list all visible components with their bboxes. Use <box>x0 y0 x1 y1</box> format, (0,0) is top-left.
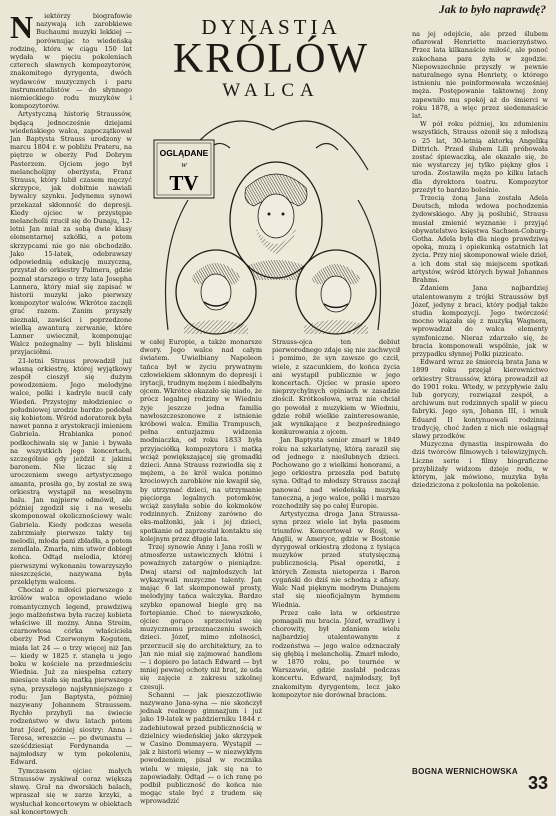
paragraph: Edward wraz ze śmiercią brata Jana w 1899 roku przejął kierownictwo orkiestry Straussów, którą prowadził aż do 1901 roku. Wtedy, w przypływie żalu lub goryczy, rozwiązał zespół, a archiwum nut rodzinnych spalił w piecu fabryki. Jego syn, Johann III, i wnuk Eduard II kontynuowali rodzinną tradycję, choć żaden z nich nie osiągnął sławy przodków. <box>412 358 548 440</box>
portrait-left <box>176 250 256 334</box>
article-column-4 <box>412 30 548 765</box>
paragraph: Trzej synowie Anny i Jana rośli w atmosferze ustawicznych kłótni i poważnych zatargów o pieniądze. Dwaj starsi od najmłodszych lat wykazywali muzyczne talenty. Jan mając 6 lat skomponował prosty, melodyjny tańca walczyka. Bardzo szybko opanował biegle grę na fortepianie. Choć to niewyszkoło, ojciec gorąco sprzeciwiał się muzycznemu przeznaczeniu swoich dzieci. Józef, mimo zdolności, przerzucił się do architektury, za to Jan nie miał się zajmować handlem — i dopiero po latach Edward — był mniej pewnej ochoty niż brat, że uda się zajęcie z zakresu szkolnej czesuji. <box>140 543 262 691</box>
headline-line-3: WALCA <box>222 80 320 101</box>
paragraph: Strauss-ojca ten debiut pierworodnego zdaje się nie zachwycił i pomimo, że syn zawsze go czcił, wiele, z szacunkiem, do końca życia ani wystąpił publicznie w jego koncertach. Ojciec w prasie sporo nieprzychylnych opiniach w zasadzie złościł. Krótkosłowa, wraz nie chciał go powołał z muzykiem w Wiedniu, gdzie robił wielkie zainteresowanie, jak wynikające z bezpośredniego konkurowania z ojcem. <box>272 338 400 437</box>
article-column-1 <box>10 9 132 816</box>
paragraph: Muzyczna dynastia inspirowała do dziś twórców filmowych i telewizyjnych. Liczne serie i filmy biograficzne przybliżały widzom dzieje rodu, w którym, jak mówiono, muzyka była dziedziczona z pokolenia na pokolenie. <box>412 440 548 490</box>
strauss-portraits-illustration <box>148 110 398 335</box>
paragraph: Tymczasem ojciec małych Straussów zyskiwał coraz większą sławę. Grał na dworskich balach, wpraszał się w zarze krzyki, a wysłuchał koncertowym w obiektach sal koncertowych <box>10 766 132 816</box>
tv-banner <box>154 140 214 198</box>
paragraph: Artystyczną historię Straussów, będącą jednocześnie dziejami wiedeńskiego walca, zapoczątkował Jan Baptysta Strauss urodzony w marcu 1804 r. w pobliżu Prateru, na piętrze w oberży Pod Dobrym Pasterzem. Ojciem jego był melancholijny oberżysta, Franz Strauss, który lubił czasem męczyć skrzypce, jak dobitnie nawiali bywalcy szynku. Jedynemu synowi przekazał skłonność do depresji. Kiedy ojciec w przystępie melancholii rzucił się do Dunaju, 12-letni Jan miał za sobą dwie klasy elementarnej szkółki, a potem skrzypcami nie go nie obchodziło. Jako 15-latek, odebrawszy odpowiednią edukację muzyczną, przystał do orkiestry Palmera, gdzie poznał starszego o trzy lata Josepha Lannera, który miał się zapisać w historii muzyki jako pierwszy kompozytor walców. Wkrótce zaczęli grać razem. Zanim przyszły nieznaki, zawiści i poprzedzone wielką awanturą zerwanie, które Lanner uwiecznił, komponując Walcz pożegnalny — byli bliskimi przyjaciółmi. <box>10 110 132 357</box>
drop-cap: N <box>10 9 34 45</box>
paragraph: 21-letni Strauss prowadził już własną orkiestrę, której wyjątkowy zespół cieszył się dużym powodzeniem. Jego melodyjne walce, polki i kadryle nucił cały Wiedeń. Przystojny młodzieniec o południowej urodzie bardzo podobał się kobietom. Wśród adoratorek była nawet panna z arystokracji imieniem Gabriela. Hrabianka ponoć podkochiwała się w Janie i bywała na wszystkich jego koncertach, szczególnie gdy jeździł z jakimi baronem. Nie liczac się z uroczeniem swego artystycznego amanta, prosiła go, by został ze swą orkiestrą wystąpił na weselnym balu. Jan najpierw odmówił, ale później zgodził się i na weselu skomponował okolicznościowy walc Gabriela. Kiedy podczas wesela zabrzmiały pierwsze takty tej melodii, młoda pani zbladła, a potem zemdlała. Zmarła, nim utwór dobiegł końca. Odtąd melodia, której pierwszymi wykonaniu towarzyszyło nieszczęście, nazywana była przeklętym walcem. <box>10 356 132 587</box>
paragraph: Przez całe lata w orkiestrze pomagali mu bracia. Józef, wrażliwy i chorowity, był zdaniem wielu najbardziej utalentowanym z rodzeństwa — jego walce odznaczały się głębią i melancholią. Zmarł młodo, w 1870 roku, po tournée w Warszawie, gdzie zasłabł podczas koncertu. Edward, najmłodszy, był znakomitym dyrygentem, lecz jako kompozytor nie dorównał braciom. <box>272 608 400 699</box>
paragraph: Zdaniem Jana najbardziej utalentowanym z trójki Straussów był Józef, jedyny z braci, który podjął także studia kompozycji. Jego twórczość mocno wiązała się z muzyką Wagnera, wprowadzał do walca elementy symfoniczne. Nieraz zdarzało się, że bracia komponowali wspólnie, jak w przypadku słynnej Polki pizzicato. <box>412 284 548 358</box>
headline <box>140 16 402 102</box>
paragraph: Artystyczna droga Jana Straussa-syna przez wiele lat była pasmem triumfów. Koncertował w Rosji, w Anglii, w Ameryce, gdzie w Bostonie dyrygował orkiestrą złożoną z tysiąca muzyków przed stutysięczną publicznością. Pisał operetki, z których Zemsta nietoperza i Baron cygański do dziś nie schodzą z afiszy. Walc Nad pięknym modrym Dunajem stał się nieoficjalnym hymnem Wiednia. <box>272 510 400 609</box>
paragraph: Schanni — jak pieszczotliwie nazywano Jana-syna — nie skończył jednak realnego gimnazjum i już jako 19-latek w październiku 1844 r. zadebiutował przed publicznością w dzielnicy wiedeńskiej jako skrzypek w Casino Dommayera. Wystąpił — jak z historii wiemy — w niezwykłym powodzeniem, pisał w rocznika wielu w mięsie, jak się na to zapowiadały. Odtąd — o ich ranę po podbił publiczność do końca nie mogąc stale być z trudem się wprowadzić <box>140 690 262 806</box>
headline-line-2: KRÓLÓW <box>172 36 370 82</box>
paragraph: Trzecią żoną Jana została Adela Deutsch, młoda wdowa pochodzenia żydowskiego. Aby ją poślubić, Strauss musiał zmienić wyznanie i przyjąć obywatelstwo księstwa Sachsen-Coburg-Gotha. Adela była dla niego prawdziwą opoką, muzą i opiekunką ostatnich lat życia. Przy niej skomponował wiele dzieł, a ich dom stał się miejscem spotkań artystów, wśród których bywał Johannes Brahms. <box>412 194 548 285</box>
portrait-right <box>296 250 376 334</box>
article-column-2 <box>140 338 262 806</box>
section-kicker: Jak to było naprawdę? <box>438 4 546 16</box>
paragraph: na jej odejście, ale przed ślubem ofiarował Henriette macierzyństwo. Przez lata kilkanaście miłość, ale ponoć zakochana para żyła w zgodzie. Niepowszechnie przyszły w pewnie naturalnego syna Henriety, o którego istnieniu nie poinformowała wcześniej męża. Postępowanie taktownej żony zapewniło mu spokój aż do śmierci w roku 1878, a więc przez siedemnaście lat. <box>412 30 548 121</box>
paragraph: W pół roku później, ku zdumieniu wszystkich, Strauss ożenił się z młodszą o 25 lat, 30-letnią aktorką Angeliką Dittrich. Przed ślubem Lili próbowała zostać śpiewaczką, ale okazało się, że nie wystarczy jej tylko piękny głos i uroda. Zostawiła męża po kilku latach dla dyrektora teatru. Kompozytor przeżył to bardzo boleśnie. <box>412 120 548 194</box>
page-number: 33 <box>527 773 548 793</box>
paragraph: iektórzy biografowie nazywają ich zarobkiewe Buchaumi muzyki lekkiej — porównując to wiedeńską rodzinę, która w ciągu 150 lat wydała w pięciu pokoleniach czterech sławnych kompozytorów, znakomitego dyrygenta, dwóch wydawców muzycznych i paru instrumentalistów — do słynnego niemieckiego rodu muzyków i kompozytorów. <box>10 12 132 111</box>
paragraph: w całej Europie, a także monarsze dwory. Jego walce nad całym światem. Uwielbiany Napoleon tańca był w życiu prywatnym człowiekiem skłonnym do depresji i irytacji, trudnym mężem i niedbałym ojcem. Wkrótce okazało się niado, że prócz legalnej rodziny w Wiedniu żyje jeszcze jedna familia nawłoszczeszonowe z istnienie króbowi walca. Emilia Trampusch, pełna entuzjazmu widzenia modniaczka, od roku 1833 była przyjaciółką kompozytora i matką wciąż powiększającej się gromadki dzieci. Anna Strauss rozwiodła się z mężem, a że król walca ponimo krociowych zarobków nie kwapił się, by utrzymać dzieci, na utrzymanie pięciorga legalnych potomków, wciąż zasyłała sobie do kokmoków rodzinnych. Zniżony zarówno do eks-małżonki, jak i jej dzieci, spotkanie od zaprzestał kontaktu się kolejnym przez długie lata. <box>140 338 262 543</box>
paragraph: Jan Baptysta senior zmarł w 1849 roku na szkarlatynę, którą zaraził się od jednego z nieślubnych dzieci. Pochowano go z wielkimi honorami, a jego orkiestra przeszła pod batutę syna. Odtąd to młodszy Strauss zaczął panować nad wiedeńską muzyką taneczną, a jego walce, polki i marsze rozchodziły się po całej Europie. <box>272 436 400 511</box>
tv-banner-line-1: OGLĄDANE <box>159 148 209 158</box>
paragraph: Chociaż o miłości pierwszego z królów walca opowiadano wiele romantycznych legend, prawdziwą jego małżeństwa była raczej kobieta właściwe ill możny. Anna Streim, czarnowłosa córka właściciela oberży Pod Czerwonym Kogutem, miała lat 24 — o trzy więcej niż Jan — kiedy w 1825 r. stanęła u jego boku w kościele na przedmieściu Wiednia. Już za niespełna cztery miesiące stała się matką pierwszego syna, przyszłego najsłynniejszego z rodu: Jan Baptysta, później nazywany Johannem Straussem. Rychło przybyli na świecie rodzeństwo w dwu latach potem brat Józef, później siostry: Anna i Teresa, wreszcie — po dwunastu — sześćdziesiąt Ferdynanda — najmłodszy w tym pokoleniu, Edward. <box>10 586 132 767</box>
tv-banner-line-3: TV <box>169 171 199 195</box>
headline-line-1: DYNASTIA <box>201 15 341 39</box>
article-column-3 <box>272 338 400 790</box>
author-signature: BOGNA WERNICHOWSKA <box>412 767 518 776</box>
tv-banner-line-2: w <box>181 160 187 169</box>
